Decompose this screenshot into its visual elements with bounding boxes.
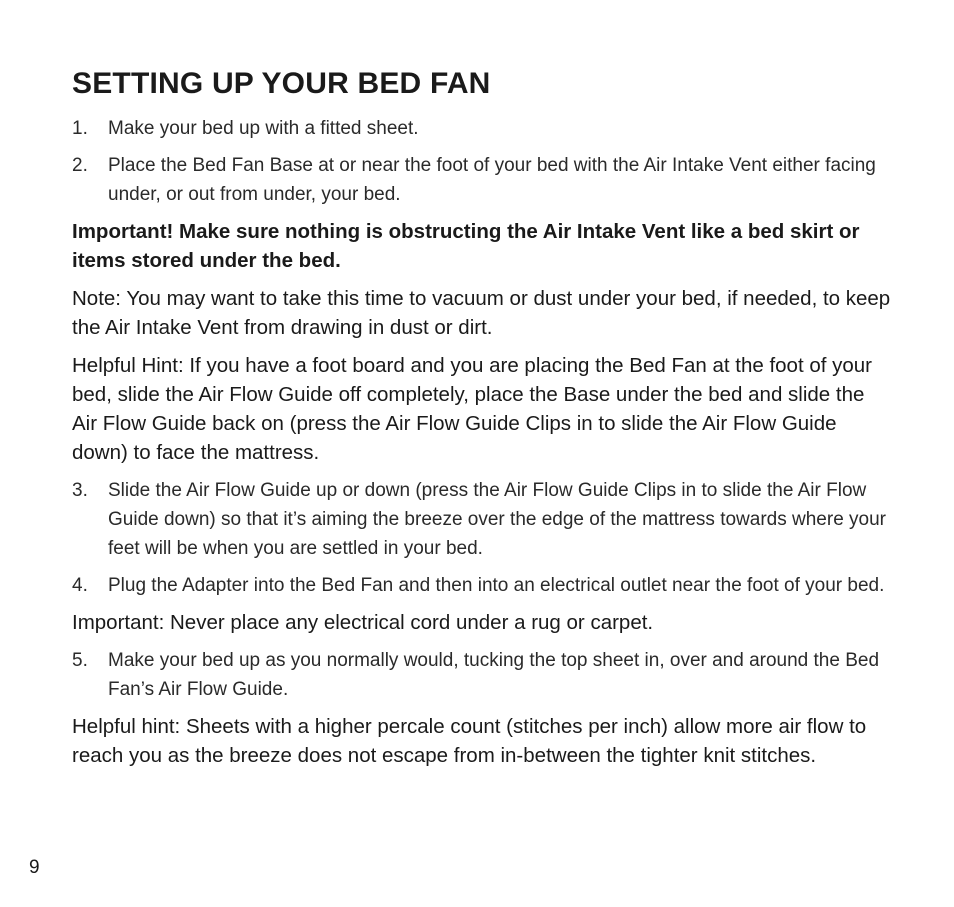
step-4 — [72, 571, 892, 600]
step-5 — [72, 646, 892, 704]
step-text: Slide the Air Flow Guide up or down (press the Air Flow Guide Clips in to slide the Air Flow Guide down) so that it’s aiming the breeze over the edge of the mattress towards where your feet will be when you are settled in your bed. — [108, 480, 887, 559]
step-text: Place the Bed Fan Base at or near the foot of your bed with the Air Intake Vent either facing under, or out from under, your bed. — [108, 155, 876, 205]
step-number: 1. — [72, 118, 88, 139]
page-number: 9 — [29, 857, 40, 878]
step-number: 3. — [72, 480, 88, 501]
document-page — [72, 64, 892, 779]
step-number: 5. — [72, 650, 88, 671]
step-text: Make your bed up as you normally would, tucking the top sheet in, over and around the Bed Fan’s Air Flow Guide. — [108, 650, 880, 700]
important-cord-warning: Important: Never place any electrical cord under a rug or carpet. — [72, 611, 654, 634]
important-warning-vent: Important! Make sure nothing is obstructing the Air Intake Vent like a bed skirt or items stored under the bed. — [72, 220, 860, 272]
step-text: Plug the Adapter into the Bed Fan and then into an electrical outlet near the foot of your bed. — [108, 575, 885, 596]
step-text: Make your bed up with a fitted sheet. — [108, 118, 419, 139]
page-title: SETTING UP YOUR BED FAN — [72, 67, 491, 100]
helpful-hint-sheets: Helpful hint: Sheets with a higher percale count (stitches per inch) allow more air flow to reach you as the breeze does not escape from in-between the tighter knit stitches. — [72, 715, 867, 767]
note-vacuum: Note: You may want to take this time to vacuum or dust under your bed, if needed, to keep the Air Intake Vent from drawing in dust or dirt. — [72, 287, 891, 339]
step-3 — [72, 476, 892, 563]
step-number: 4. — [72, 575, 88, 596]
step-number: 2. — [72, 155, 88, 176]
step-1 — [72, 114, 892, 143]
helpful-hint-foot-board: Helpful Hint: If you have a foot board and you are placing the Bed Fan at the foot of your bed, slide the Air Flow Guide off completely, place the Base under the bed and slide the Air Flow Guide back on (press the Air Flow Guide Clips in to slide the Air Flow Guide down) to face the mattress. — [72, 354, 873, 464]
step-2 — [72, 151, 892, 209]
